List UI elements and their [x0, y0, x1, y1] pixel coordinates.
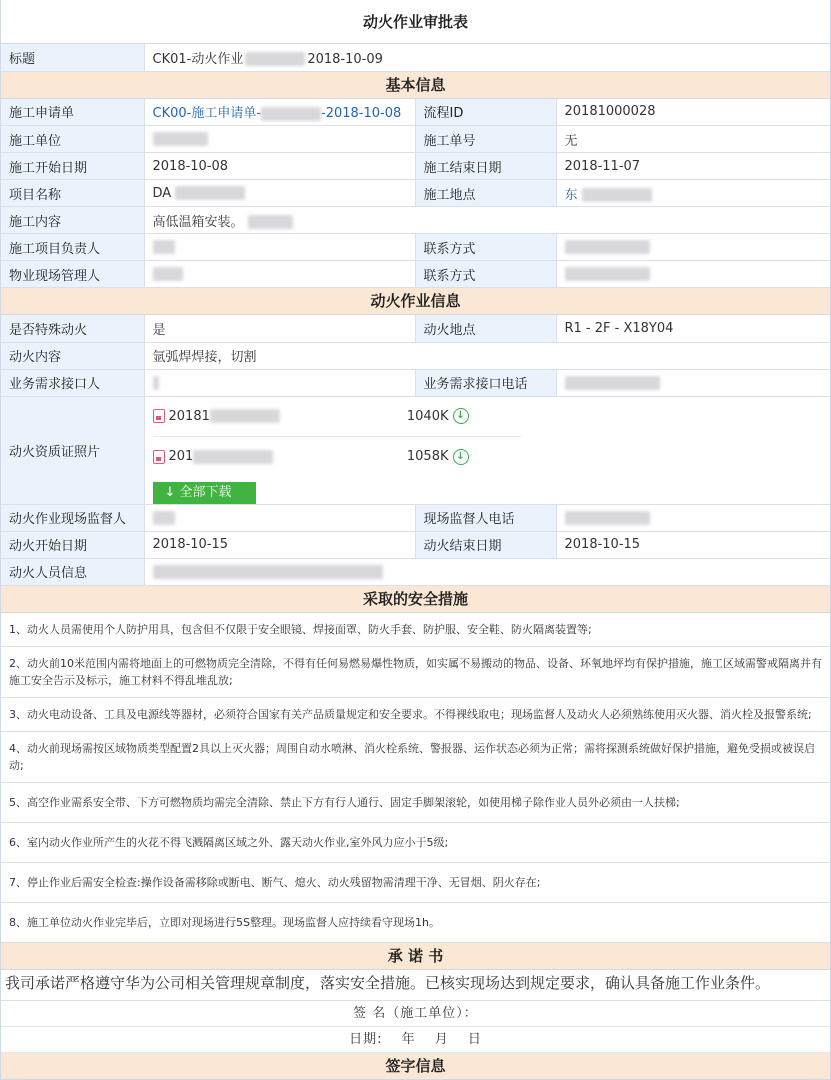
attachment-row: [153, 397, 521, 437]
redacted-text: [175, 186, 245, 200]
leader-value: [144, 234, 415, 261]
measure-item: 3、动火电动设备、工具及电源线等器材，必须符合国家有关产品质量规定和安全要求。不得裸线取电；现场监督人及动火人必须熟练使用灭火器、消火栓及报警系统;: [1, 698, 830, 732]
measure-item: 6、室内动火作业所产生的火花不得飞溅隔离区域之外、露天动火作业,室外风力应小于5级;: [1, 823, 830, 863]
title-value-prefix: CK01-动火作业: [152, 51, 244, 67]
interface-value: [144, 369, 415, 396]
safety-measures-list: [1, 613, 830, 943]
contact2-value: [556, 261, 830, 288]
location-label: 动火地点: [415, 315, 556, 342]
title-row: [1, 44, 830, 71]
hot-end-value: 2018-10-15: [556, 531, 830, 558]
redacted-text: [248, 215, 293, 229]
title-table: [1, 44, 830, 72]
supervisor-value: [144, 504, 415, 531]
unit-no-label: 施工单号: [415, 126, 556, 153]
flow-id-value: 20181000028: [556, 99, 830, 126]
redacted-text: [261, 107, 321, 121]
measure-item: 8、施工单位动火作业完毕后，立即对现场进行5S整理。现场监督人应持续看守现场1h。: [1, 903, 830, 943]
section-basic-info: 基本信息: [1, 72, 830, 99]
attachment-name-text[interactable]: 20181: [168, 408, 210, 424]
attachment-size: 1040K: [406, 408, 449, 424]
personnel-value: [144, 558, 830, 585]
apply-link-prefix[interactable]: CK00-施工申请单-: [152, 106, 262, 122]
image-file-icon: [153, 409, 165, 423]
attachment-size: 1058K: [406, 449, 449, 464]
end-date-label: 施工结束日期: [415, 153, 556, 180]
measure-item: 5、高空作业需系安全带、下方可燃物质均需完全清除、禁止下方有行人通行、固定手脚架滚轮，如使用梯子除作业人员外必须由一人扶梯;: [1, 783, 830, 823]
start-date-label: 施工开始日期: [1, 153, 144, 180]
interface-label: 业务需求接口人: [1, 369, 144, 396]
cert-label: 动火资质证照片: [1, 396, 144, 504]
manager-label: 物业现场管理人: [1, 261, 144, 288]
start-date-value: 2018-10-08: [144, 153, 415, 180]
supervisor-phone-value: [556, 504, 830, 531]
hot-end-label: 动火结束日期: [415, 531, 556, 558]
redacted-text: [153, 132, 208, 146]
project-prefix: DA: [152, 185, 172, 201]
redacted-text: [153, 511, 175, 525]
manager-value: [144, 261, 415, 288]
redacted-text: [153, 240, 175, 254]
redacted-text: [153, 376, 159, 390]
content-label: 施工内容: [1, 207, 144, 234]
page-title: 动火作业审批表: [1, 0, 830, 44]
personnel-label: 动火人员信息: [1, 558, 144, 585]
section-signature-info: 签字信息: [1, 1053, 830, 1080]
project-label: 项目名称: [1, 180, 144, 207]
redacted-text: [565, 267, 650, 281]
hot-content-label: 动火内容: [1, 342, 144, 369]
cert-attachments: [144, 396, 830, 504]
redacted-text: [565, 240, 650, 254]
measure-item: 7、停止作业后需安全检查:操作设备需移除或断电、断气、熄火、动火残留物需清理干净、无冒烟、阴火存在;: [1, 863, 830, 903]
redacted-text: [153, 267, 183, 281]
contact-value: [556, 234, 830, 261]
basic-info-table: [1, 99, 830, 289]
apply-link[interactable]: [153, 106, 402, 121]
section-pledge: 承 诺 书: [1, 943, 830, 970]
supervisor-label: 动火作业现场监督人: [1, 504, 144, 531]
image-file-icon: [153, 450, 165, 464]
redacted-text: [193, 450, 273, 464]
title-value-suffix: 2018-10-09: [307, 51, 383, 67]
apply-label: 施工申请单: [1, 99, 144, 126]
date-label: 日期: 年 月 日: [1, 1027, 830, 1053]
redacted-text: [565, 376, 660, 390]
attachment-name[interactable]: [169, 409, 399, 424]
attachment-name-text[interactable]: 201: [168, 449, 194, 464]
flow-id-label: 流程ID: [415, 99, 556, 126]
interface-phone-label: 业务需求接口电话: [415, 369, 556, 396]
unit-no-value: 无: [556, 126, 830, 153]
title-value: [144, 44, 830, 71]
apply-link-suffix[interactable]: -2018-10-08: [321, 106, 402, 122]
attachment-name[interactable]: [169, 449, 399, 464]
sign-label: 签 名（施工单位）：: [1, 1001, 830, 1027]
special-value: 是: [144, 315, 415, 342]
download-all-button[interactable]: ↓ 全部下载: [153, 482, 256, 504]
unit-value: [144, 126, 415, 153]
apply-value[interactable]: [144, 99, 415, 126]
measure-item: 1、动火人员需使用个人防护用具，包含但不仅限于安全眼镜、焊接面罩、防火手套、防护服、安全鞋、防火隔离装置等;: [1, 613, 830, 647]
pledge-text: 我司承诺严格遵守华为公司相关管理规章制度，落实安全措施。已核实现场达到规定要求，确认具备施工作业条件。: [1, 970, 830, 1001]
download-icon[interactable]: ↓: [453, 449, 469, 465]
download-all-wrap: [153, 477, 823, 504]
redacted-text: [153, 565, 383, 579]
project-value: [144, 180, 415, 207]
redacted-text: [565, 511, 650, 525]
site-link[interactable]: 东: [564, 187, 578, 203]
hot-start-value: 2018-10-15: [144, 531, 415, 558]
content-value: [144, 207, 830, 234]
title-label: 标题: [1, 44, 144, 71]
contact2-label: 联系方式: [415, 261, 556, 288]
redacted-text: [245, 52, 305, 66]
supervisor-phone-label: 现场监督人电话: [415, 504, 556, 531]
special-label: 是否特殊动火: [1, 315, 144, 342]
attachment-row: [153, 437, 521, 477]
measure-item: 4、动火前现场需按区域物质类型配置2具以上灭火器；周围自动水喷淋、消火栓系统、警报器、运作状态必须为正常；需将探测系统做好保护措施，避免受损或被误启动;: [1, 732, 830, 783]
redacted-text: [210, 409, 280, 423]
measure-item: 2、动火前10米范围内需将地面上的可燃物质完全清除，不得有任何易燃易爆性物质，如实属不易搬动的物品、设备、环氧地坪均有保护措施，施工区域需警戒隔离并有施工安全告示及标示，施工材料不得乱堆乱放;: [1, 647, 830, 698]
leader-label: 施工项目负责人: [1, 234, 144, 261]
site-label: 施工地点: [415, 180, 556, 207]
site-value[interactable]: [556, 180, 830, 207]
redacted-text: [582, 188, 652, 202]
location-value: R1 - 2F - X18Y04: [556, 315, 830, 342]
interface-phone-value: [556, 369, 830, 396]
section-safety-measures: 采取的安全措施: [1, 586, 830, 613]
end-date-value: 2018-11-07: [556, 153, 830, 180]
download-icon[interactable]: ↓: [453, 408, 469, 424]
hot-content-value: 氩弧焊焊接，切割: [144, 342, 830, 369]
hot-work-table: [1, 315, 830, 586]
contact-label: 联系方式: [415, 234, 556, 261]
unit-label: 施工单位: [1, 126, 144, 153]
section-hot-work-info: 动火作业信息: [1, 288, 830, 315]
hot-start-label: 动火开始日期: [1, 531, 144, 558]
content-text: 高低温箱安装。: [152, 214, 244, 230]
